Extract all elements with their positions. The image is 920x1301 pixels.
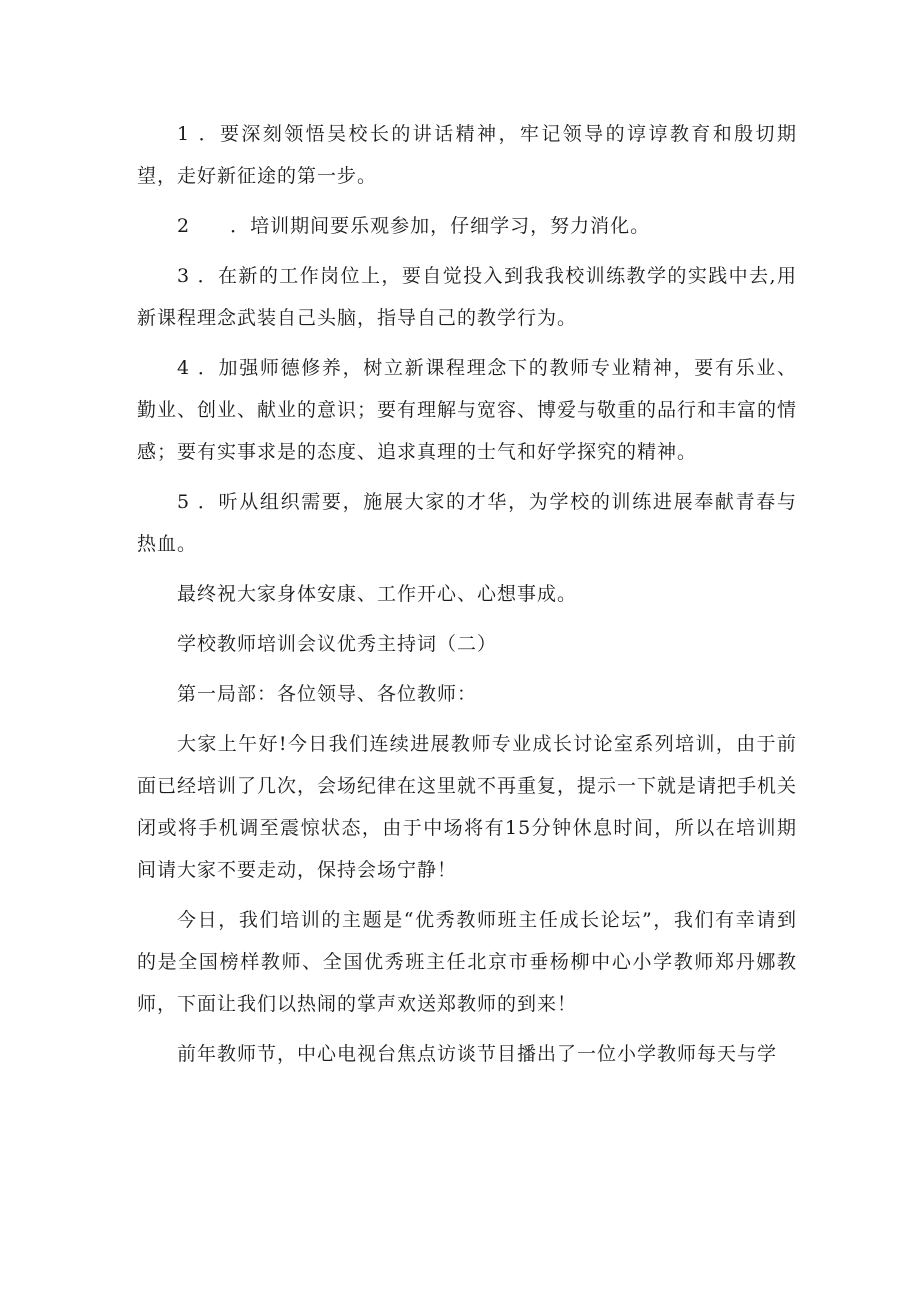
list-item-3: [137, 255, 797, 339]
item-number-1: 1: [177, 123, 191, 145]
item-text-3: ．在新的工作岗位上，要自觉投入到我我校训练教学的实践中去,用新课程理念武装自己头脑，指导自己的教学行为。: [137, 265, 797, 329]
paragraph-3: 前年教师节，中心电视台焦点访谈节目播出了一位小学教师每天与学: [177, 1043, 778, 1065]
item-text-2: ．培训期间要乐观参加，仔细学习，努力消化。: [230, 215, 651, 237]
list-item-4: [137, 347, 797, 473]
item-number-3: 3: [177, 265, 191, 287]
item-number-4: 4: [177, 357, 191, 379]
item-number-5: 5: [177, 491, 191, 513]
paragraph-1: 大家上午好!今日我们连续进展教师专业成长讨论室系列培训，由于前面已经培训了几次，会场纪律在这里就不再重复，提示一下就是请把手机关闭或将手机调至震惊状态，由于中场将有15分钟休息时间，所以在培训期间请大家不要走动，保持会场宁静！: [137, 733, 798, 881]
list-item-1: [137, 113, 797, 197]
list-item-5: [137, 481, 797, 565]
document-body: [137, 113, 797, 1083]
paragraph-2: 今日，我们培训的主题是“优秀教师班主任成长论坛”，我们有幸请到的是全国榜样教师、全国优秀班主任北京市垂杨柳中心小学教师郑丹娜教师，下面让我们以热闹的掌声欢送郑教师的到来！: [137, 909, 797, 1015]
item-text-4: ．加强师德修养，树立新课程理念下的教师专业精神，要有乐业、勤业、创业、献业的意识；要有理解与宽容、博爱与敬重的品行和丰富的情感；要有实事求是的态度、追求真理的士气和好学探究的精神。: [137, 357, 798, 463]
list-item-2: [137, 205, 797, 247]
item-text-1: ．要深刻领悟吴校长的讲话精神，牢记领导的谆谆教育和殷切期望，走好新征途的第一步。: [137, 123, 797, 187]
section-title: 学校教师培训会议优秀主持词（二）: [177, 633, 498, 655]
item-text-5: ．听从组织需要，施展大家的才华，为学校的训练进展奉献青春与热血。: [137, 491, 797, 555]
closing-line: 最终祝大家身体安康、工作开心、心想事成。: [177, 583, 578, 605]
part-heading: 第一局部：各位领导、各位教师：: [177, 683, 478, 705]
item-number-2: 2: [177, 215, 191, 237]
